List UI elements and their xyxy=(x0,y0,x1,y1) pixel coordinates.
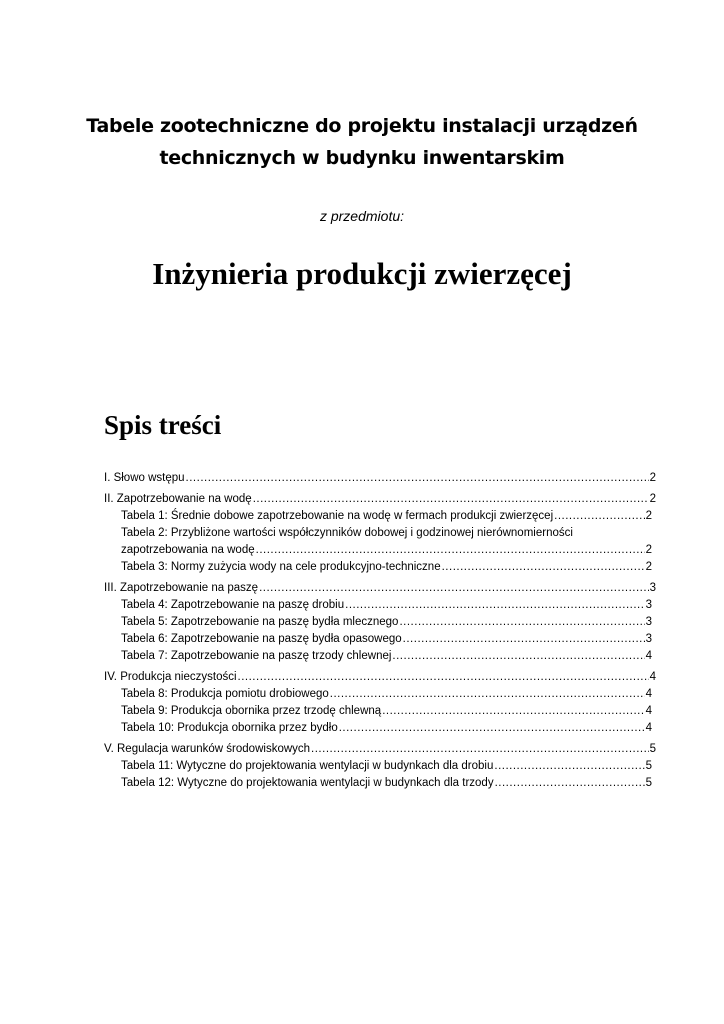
toc-entry-label: Tabela 3: Normy zużycia wody na cele produkcyjno-techniczne xyxy=(121,561,441,573)
toc-entry-section-5[interactable] xyxy=(104,741,656,758)
toc-entry-label: Tabela 12: Wytyczne do projektowania wentylacji w budynkach dla trzody xyxy=(121,777,494,789)
toc-leader-dots xyxy=(554,508,644,525)
toc-entry-label: Tabela 1: Średnie dobowe zapotrzebowanie na wodę w fermach produkcji zwierzęcej xyxy=(121,510,554,522)
toc-entry-label: Tabela 9: Produkcja obornika przez trzodę chlewną xyxy=(121,705,382,717)
toc-section xyxy=(104,741,656,792)
toc-entry-page: 2 xyxy=(645,510,652,522)
toc-entry-page: 4 xyxy=(645,722,652,734)
toc-entry-table-6[interactable] xyxy=(104,631,652,648)
toc-entry-table-10[interactable] xyxy=(104,720,652,737)
toc-entry-page: 4 xyxy=(645,650,652,662)
toc-leader-dots xyxy=(253,491,649,508)
toc-leader-dots xyxy=(495,775,645,792)
toc-entry-label: Tabela 6: Zapotrzebowanie na paszę bydła opasowego xyxy=(121,633,402,645)
toc-leader-dots xyxy=(256,542,645,559)
toc-entry-label: V. Regulacja warunków środowiskowych xyxy=(104,743,311,755)
toc-entry-section-3[interactable] xyxy=(104,580,656,597)
toc-entry-table-3[interactable] xyxy=(104,559,652,576)
toc-entry-page: 2 xyxy=(649,472,656,484)
toc-entry-table-12[interactable] xyxy=(104,775,652,792)
toc-entry-table-8[interactable] xyxy=(104,686,652,703)
toc-entry-table-5[interactable] xyxy=(104,614,652,631)
toc-entry-section-1[interactable] xyxy=(104,470,656,487)
toc-leader-dots xyxy=(330,686,645,703)
subject-label: z przedmiotu: xyxy=(319,208,405,224)
toc-heading: Spis treści xyxy=(104,410,222,440)
subject-title: Inżynieria produkcji zwierzęcej xyxy=(152,256,572,291)
toc-entry-label: Tabela 10: Produkcja obornika przez bydło xyxy=(121,722,338,734)
toc-entry-page: 4 xyxy=(649,671,656,683)
toc-entry-table-9[interactable] xyxy=(104,703,652,720)
toc-entry-page: 3 xyxy=(649,582,656,594)
toc-entry-page: 2 xyxy=(645,544,652,556)
title-line-2: technicznych w budynku inwentarskim xyxy=(159,147,565,169)
toc-entry-label: Tabela 4: Zapotrzebowanie na paszę drobiu xyxy=(121,599,345,611)
toc-leader-dots xyxy=(392,648,644,665)
toc-leader-dots xyxy=(442,559,645,576)
table-of-contents xyxy=(104,470,656,796)
toc-section xyxy=(104,669,656,737)
toc-entry-label: Tabela 7: Zapotrzebowanie na paszę trzody chlewnej xyxy=(121,650,392,662)
toc-section xyxy=(104,580,656,665)
toc-leader-dots xyxy=(259,580,649,597)
toc-entry-section-2[interactable] xyxy=(104,491,656,508)
toc-entry-label: Tabela 5: Zapotrzebowanie na paszę bydła mlecznego xyxy=(121,616,399,628)
toc-leader-dots xyxy=(238,669,649,686)
toc-leader-dots xyxy=(345,597,644,614)
toc-entry-table-11[interactable] xyxy=(104,758,652,775)
toc-section xyxy=(104,470,656,487)
toc-section xyxy=(104,491,656,576)
toc-entry-label: I. Słowo wstępu xyxy=(104,472,185,484)
toc-entry-page: 2 xyxy=(649,493,656,505)
toc-entry-page: 3 xyxy=(645,599,652,611)
toc-entry-table-1[interactable] xyxy=(104,508,652,525)
toc-leader-dots xyxy=(399,614,644,631)
toc-entry-label: Tabela 11: Wytyczne do projektowania wentylacji w budynkach dla drobiu xyxy=(121,760,494,772)
toc-entry-page: 4 xyxy=(645,688,652,700)
toc-entry-section-4[interactable] xyxy=(104,669,656,686)
toc-entry-label: IV. Produkcja nieczystości xyxy=(104,671,237,683)
toc-leader-dots xyxy=(382,703,644,720)
toc-leader-dots xyxy=(494,758,644,775)
toc-entry-page: 3 xyxy=(645,633,652,645)
document-title xyxy=(60,110,664,174)
title-line-1: Tabele zootechniczne do projektu instalacji urządzeń xyxy=(86,115,638,137)
toc-entry-page: 5 xyxy=(649,743,656,755)
toc-entry-table-2[interactable] xyxy=(104,525,652,559)
toc-entry-page: 3 xyxy=(645,616,652,628)
toc-entry-page: 5 xyxy=(645,777,652,789)
toc-leader-dots xyxy=(186,470,649,487)
toc-entry-table-4[interactable] xyxy=(104,597,652,614)
toc-entry-page: 2 xyxy=(645,561,652,573)
toc-leader-dots xyxy=(311,741,649,758)
toc-entry-label-line-2: zapotrzebowania na wodę xyxy=(121,544,255,556)
toc-leader-dots xyxy=(339,720,645,737)
toc-entry-page: 5 xyxy=(645,760,652,772)
toc-entry-page: 4 xyxy=(645,705,652,717)
toc-leader-dots xyxy=(403,631,645,648)
toc-entry-label: II. Zapotrzebowanie na wodę xyxy=(104,493,252,505)
toc-entry-label-line-1: Tabela 2: Przybliżone wartości współczynników dobowej i godzinowej nierównomierności xyxy=(121,527,573,539)
toc-entry-label: III. Zapotrzebowanie na paszę xyxy=(104,582,259,594)
toc-entry-label: Tabela 8: Produkcja pomiotu drobiowego xyxy=(121,688,329,700)
toc-entry-table-7[interactable] xyxy=(104,648,652,665)
